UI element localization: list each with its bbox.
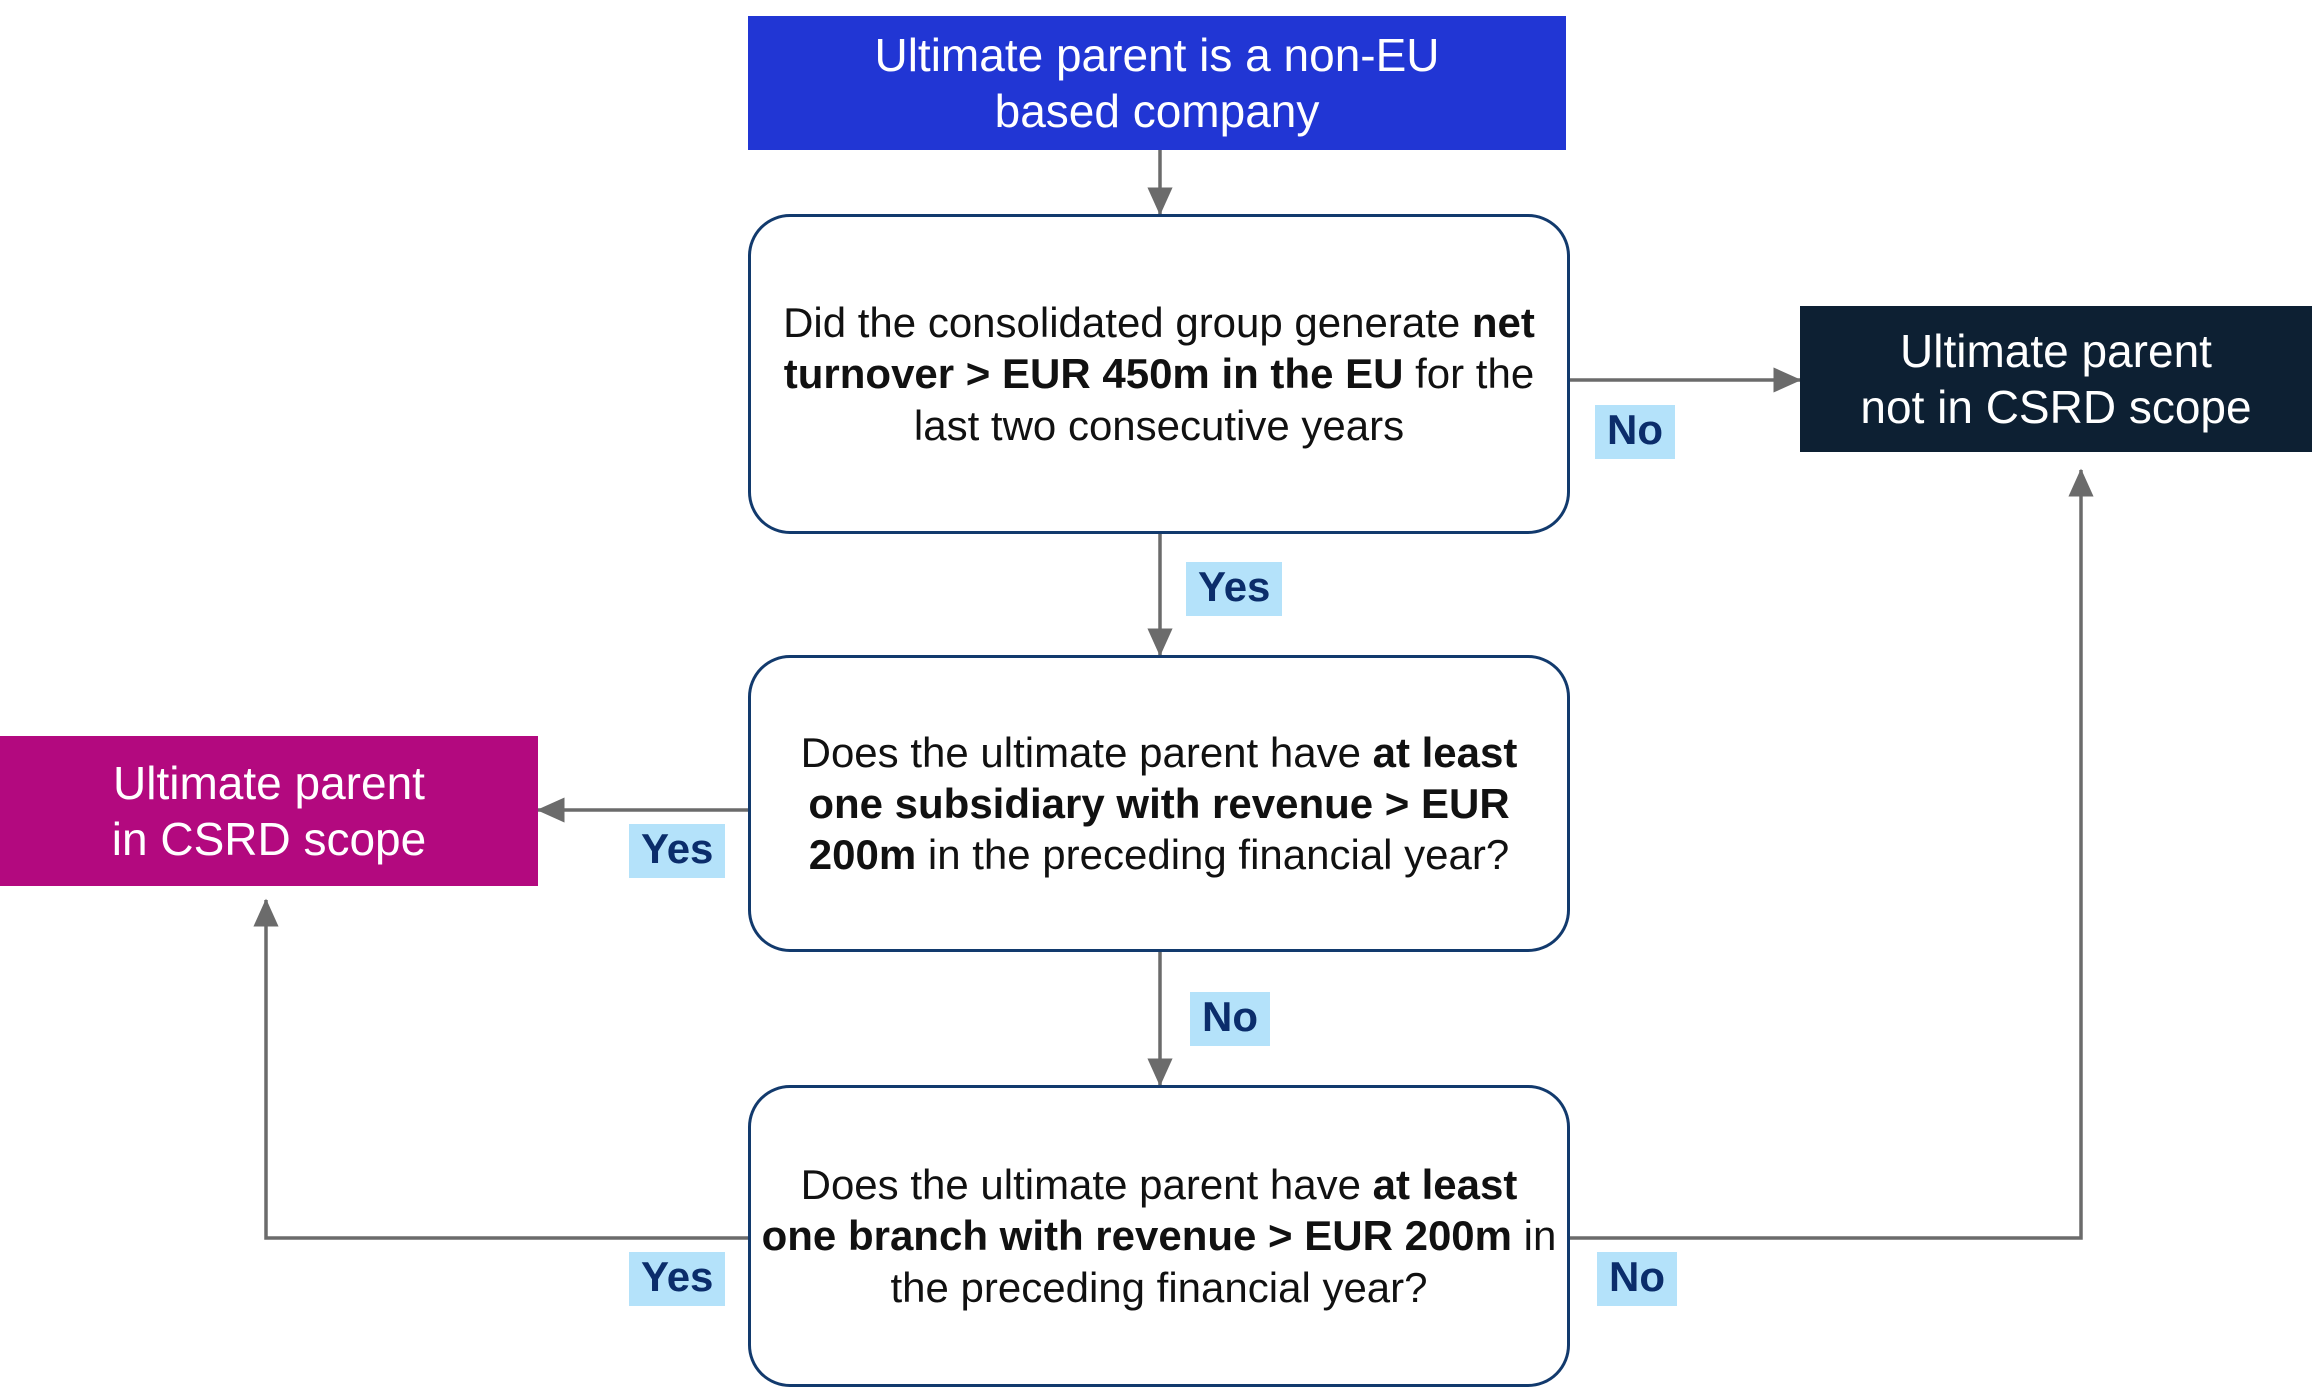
node-decision-subsidiary [748,655,1570,952]
node-in-scope [0,736,538,886]
decision-turnover-text-part1: Did the consolidated group generate [783,299,1472,347]
edge-label-subsidiary-yes: Yes [629,824,725,878]
node-in-scope-line2: in CSRD scope [111,813,427,865]
edge-label-turnover-yes: Yes [1186,562,1282,616]
edge-label-subsidiary-no: No [1190,992,1270,1046]
decision-branch-text-part2: in the preceding financial year? [890,1212,1557,1311]
edge-label-branch-yes: Yes [629,1252,725,1306]
node-in-scope-line1: Ultimate parent [113,756,425,809]
decision-turnover-text-part2: for the last two consecutive years [913,350,1535,449]
decision-subsidiary-text-part2: in the preceding financial year? [916,831,1510,879]
node-out-of-scope-line2: not in CSRD scope [1860,381,2252,433]
node-out-of-scope-line1: Ultimate parent [1900,324,2212,377]
decision-branch-text-part1: Does the ultimate parent have [800,1161,1373,1209]
decision-subsidiary-text-bold1: at least one subsidiary with revenue > EUR 200m [808,728,1518,879]
decision-subsidiary-text-part1: Does the ultimate parent have [800,728,1373,776]
node-decision-turnover [748,214,1570,534]
node-start [748,16,1566,150]
node-start-line1: Ultimate parent is a non-EU [874,28,1440,81]
node-start-line2: based company [994,85,1320,137]
node-decision-branch [748,1085,1570,1387]
node-out-of-scope [1800,306,2312,452]
decision-branch-text-bold1: at least one branch with revenue > EUR 200m [761,1161,1518,1260]
edge-label-branch-no: No [1597,1252,1677,1306]
decision-turnover-text-bold1: net turnover > EUR 450m in the EU [783,299,1535,398]
edge-label-turnover-no: No [1595,405,1675,459]
